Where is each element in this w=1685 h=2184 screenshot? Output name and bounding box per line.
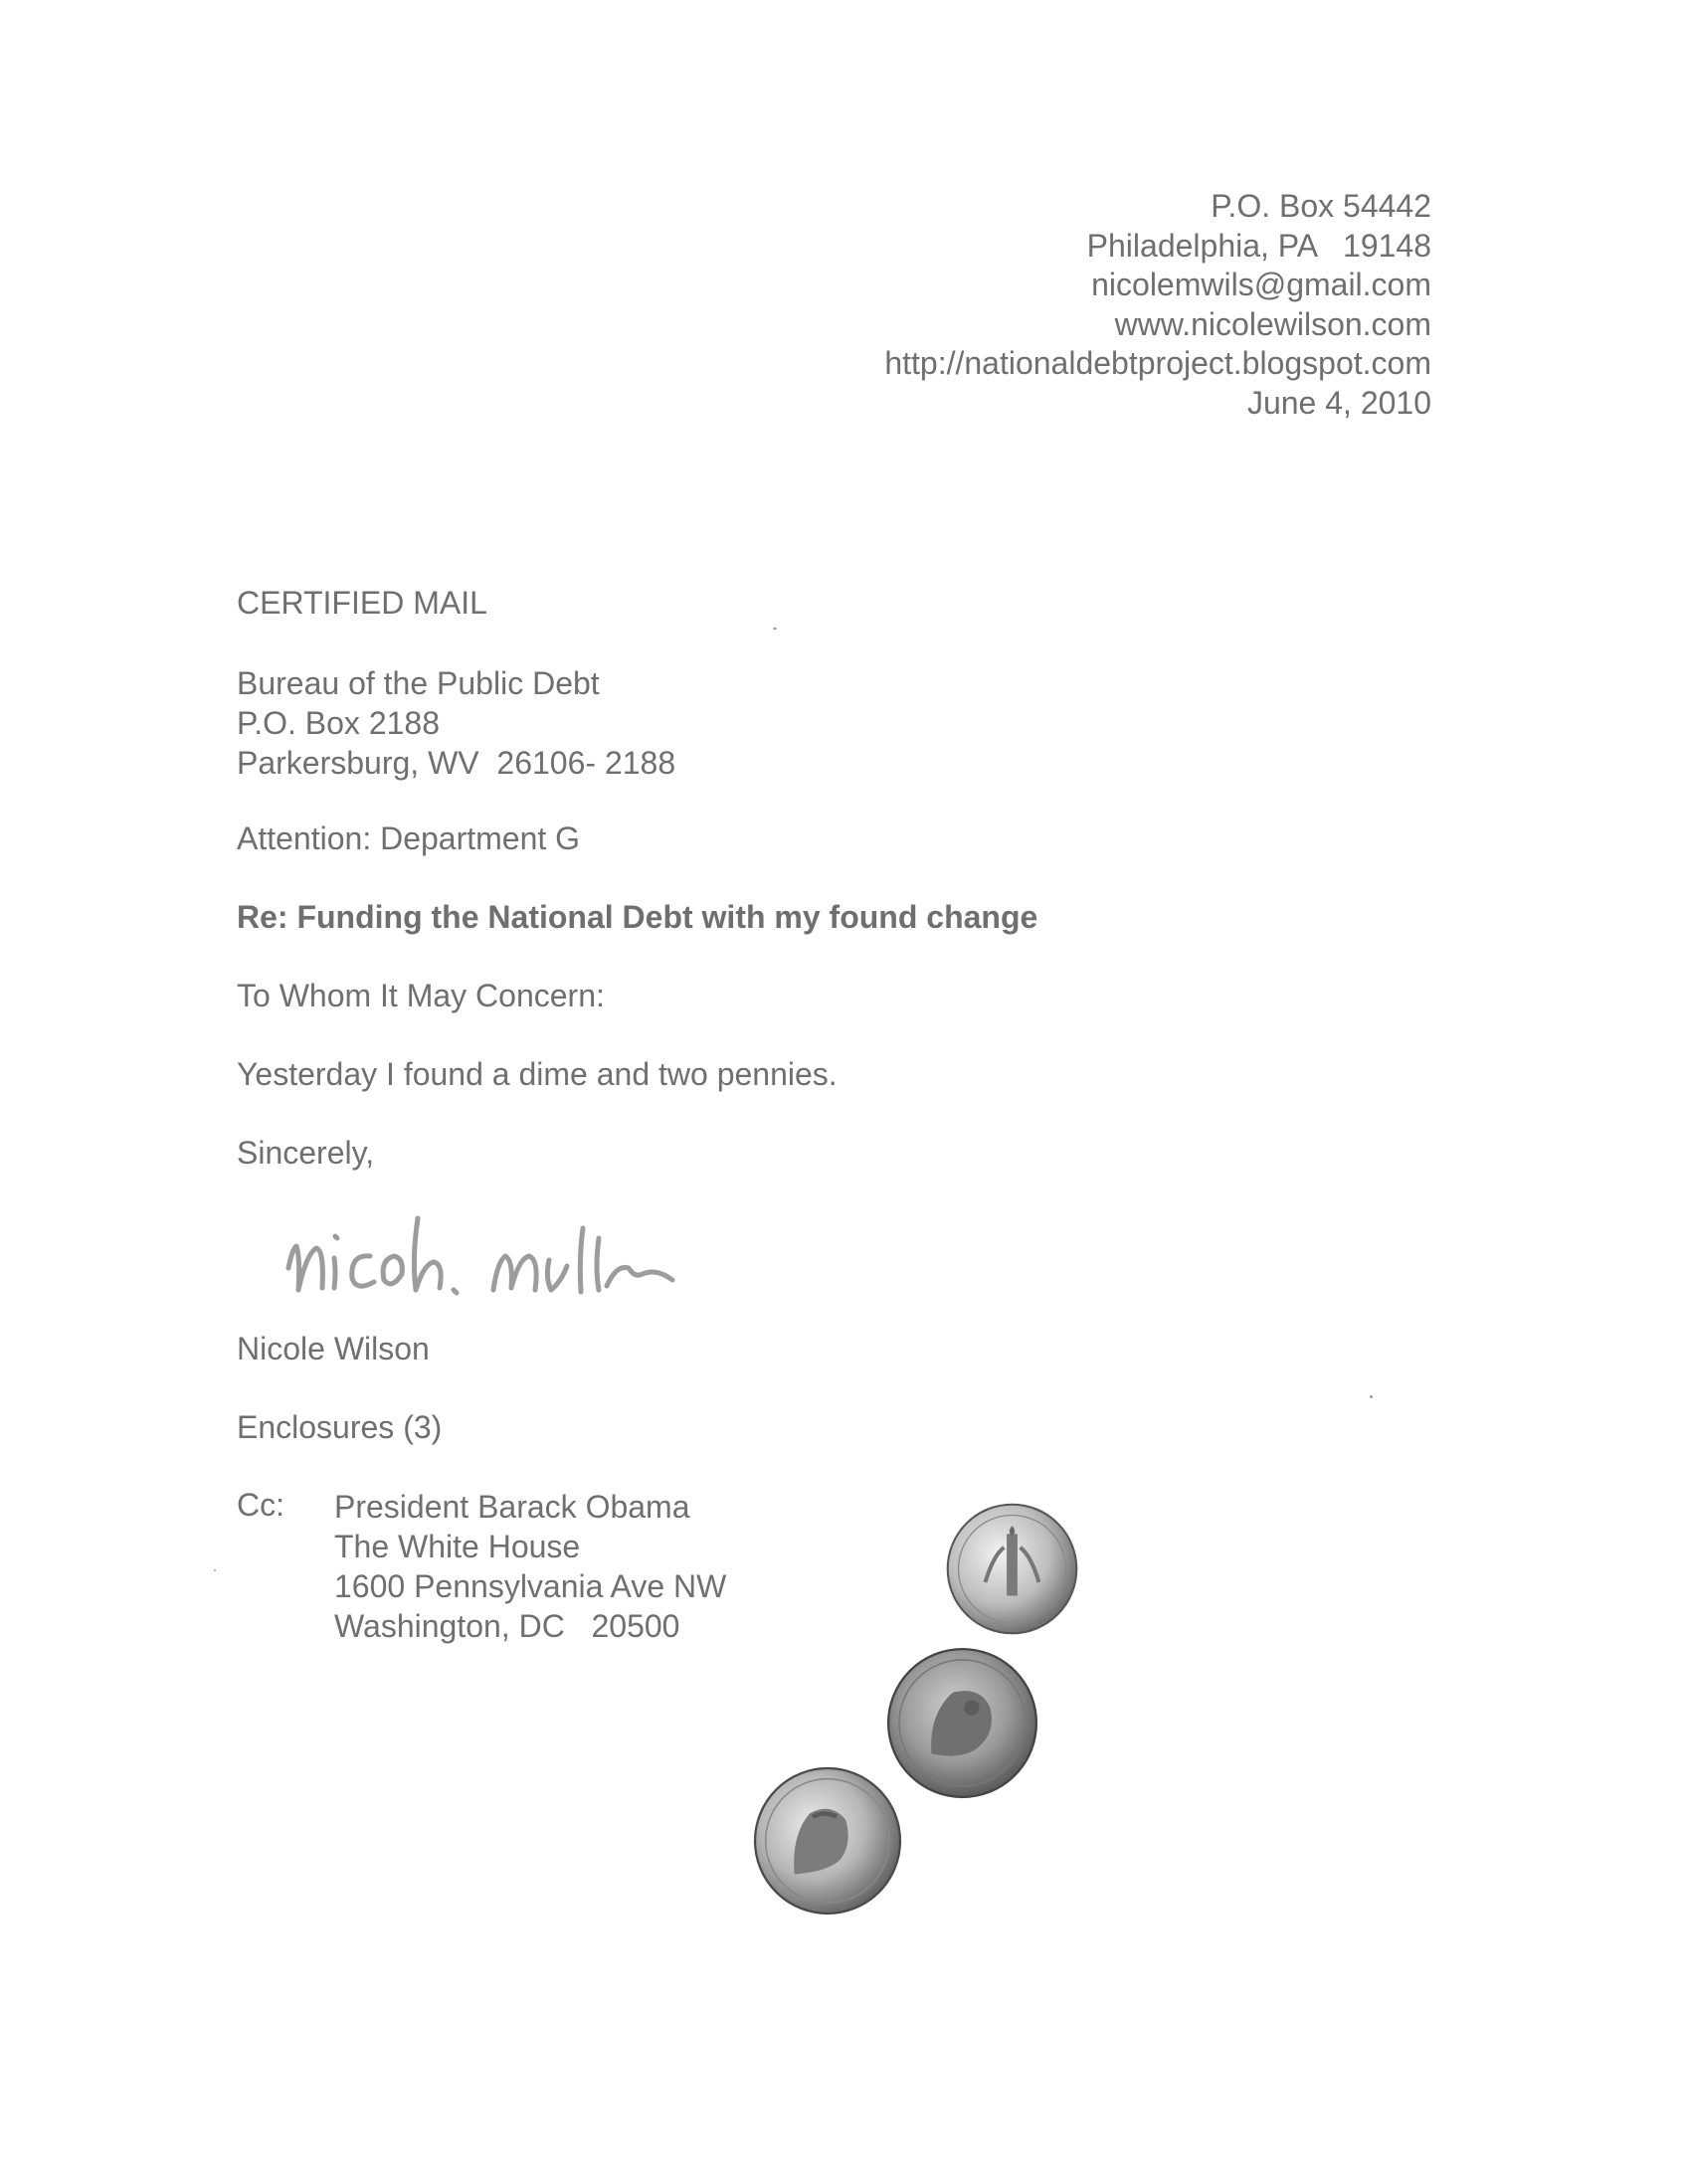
handwritten-signature bbox=[279, 1198, 756, 1308]
letter-body: Yesterday I found a dime and two pennies. bbox=[237, 1056, 838, 1092]
closing: Sincerely, bbox=[237, 1135, 375, 1171]
cc-label: Cc: bbox=[237, 1487, 284, 1523]
sender-email: nicolemwils@gmail.com bbox=[1091, 267, 1431, 302]
penny-icon bbox=[752, 1765, 903, 1916]
sender-website: www.nicolewilson.com bbox=[1114, 305, 1431, 342]
recipient-city-state-zip: Parkersburg, WV 26106- 2188 bbox=[237, 745, 676, 781]
scan-speck bbox=[214, 1569, 216, 1571]
scan-speck bbox=[1370, 1395, 1373, 1398]
penny-coin-2 bbox=[752, 1765, 903, 1916]
cc-organization: The White House bbox=[334, 1529, 581, 1564]
mail-notation: CERTIFIED MAIL bbox=[237, 585, 487, 621]
signature-icon bbox=[279, 1198, 756, 1308]
scan-speck bbox=[773, 628, 777, 630]
cc-address-block bbox=[334, 1487, 726, 1646]
sender-name: Nicole Wilson bbox=[237, 1331, 430, 1366]
enclosures-note: Enclosures (3) bbox=[237, 1409, 443, 1445]
recipient-po-box: P.O. Box 2188 bbox=[237, 705, 440, 741]
dime-icon bbox=[945, 1502, 1079, 1636]
cc-recipient-name: President Barack Obama bbox=[334, 1489, 690, 1525]
recipient-address-block bbox=[237, 663, 675, 783]
subject-line: Re: Funding the National Debt with my found change bbox=[237, 899, 1038, 935]
cc-street: 1600 Pennsylvania Ave NW bbox=[334, 1568, 727, 1604]
recipient-name: Bureau of the Public Debt bbox=[237, 665, 600, 701]
sender-address-block bbox=[884, 187, 1431, 423]
sender-po-box: P.O. Box 54442 bbox=[1211, 188, 1431, 224]
sender-city-state-zip: Philadelphia, PA 19148 bbox=[1086, 227, 1431, 264]
penny-coin-1 bbox=[885, 1646, 1039, 1800]
dime-coin bbox=[945, 1502, 1079, 1636]
penny-icon bbox=[885, 1646, 1039, 1800]
letter-date: June 4, 2010 bbox=[1246, 384, 1431, 421]
salutation: To Whom It May Concern: bbox=[237, 978, 605, 1013]
sender-blog-url: http://nationaldebtproject.blogspot.com bbox=[884, 345, 1431, 381]
attention-line: Attention: Department G bbox=[237, 820, 581, 856]
cc-city-state-zip: Washington, DC 20500 bbox=[334, 1608, 680, 1644]
